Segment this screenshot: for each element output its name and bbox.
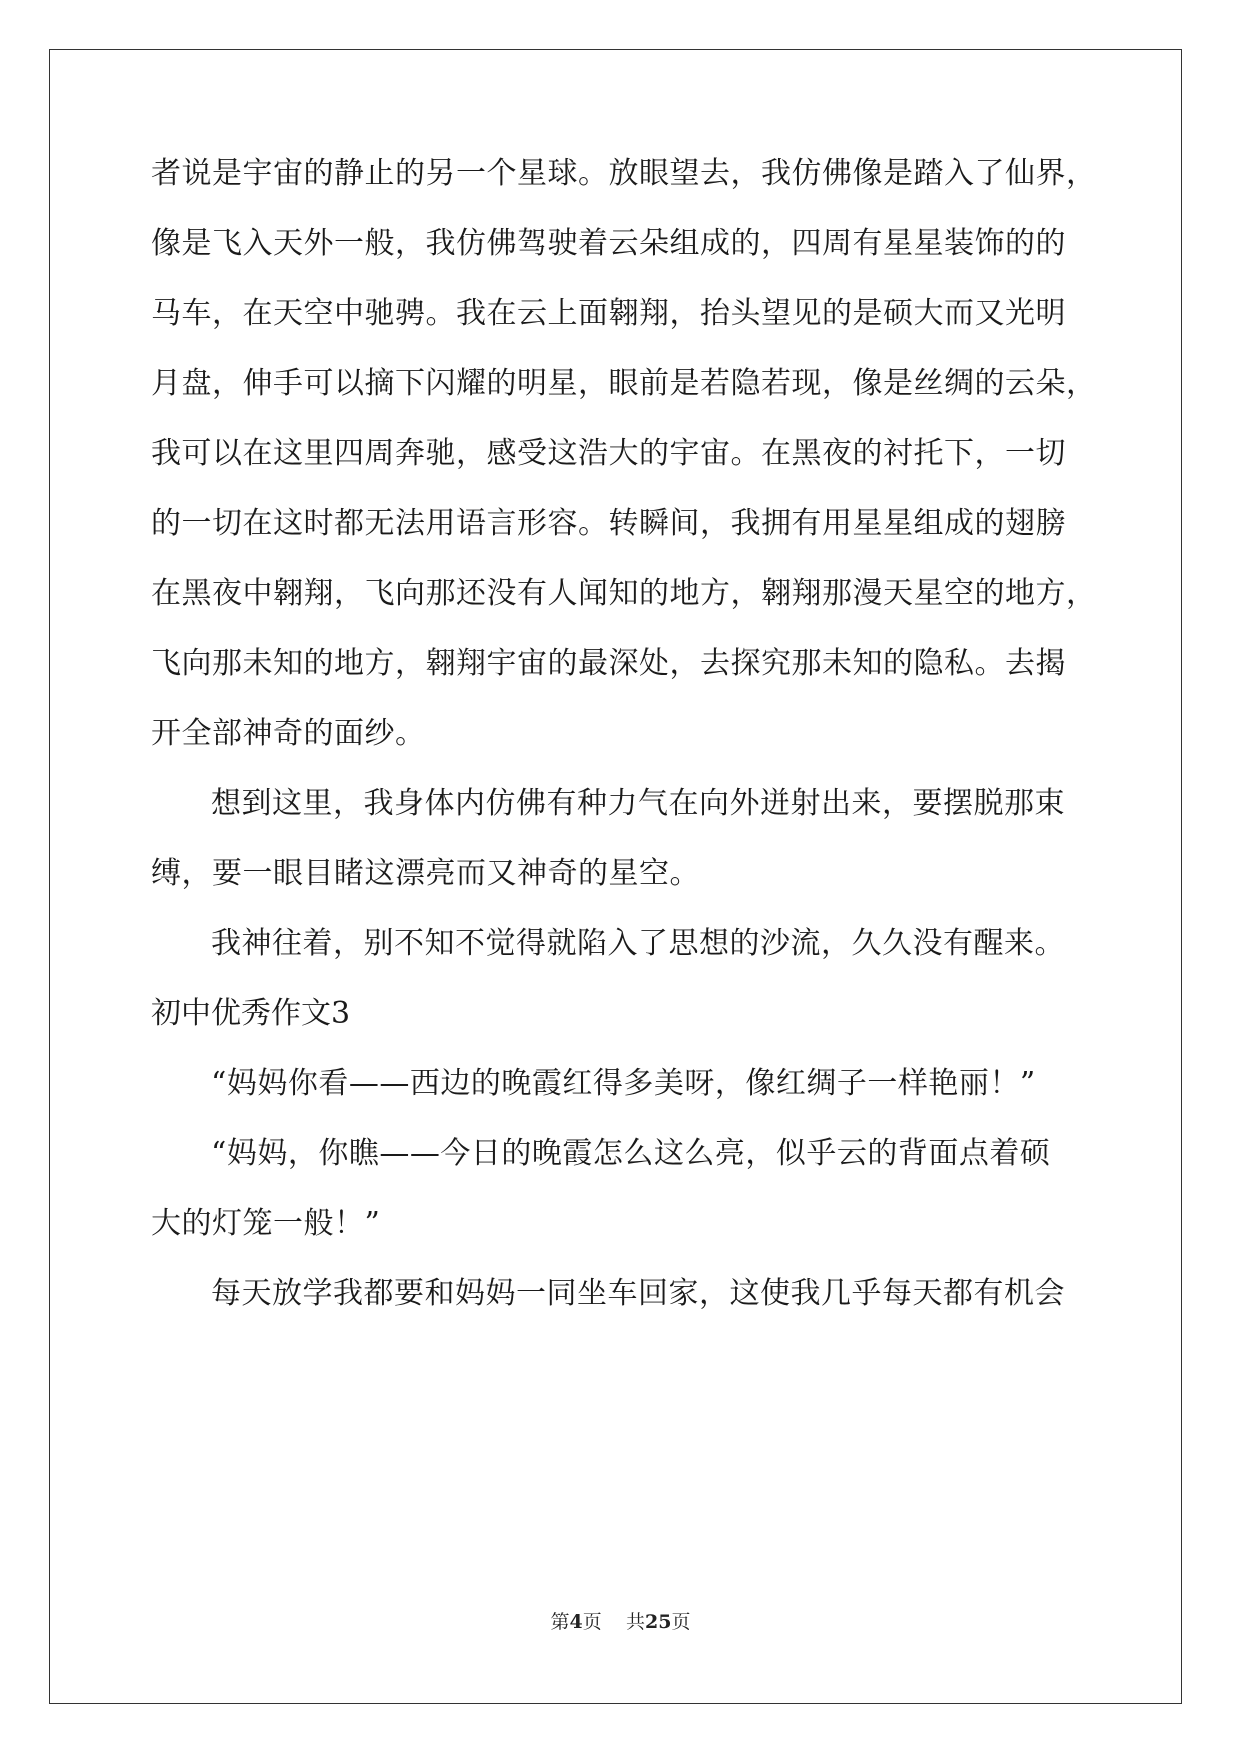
text-line: 者说是宇宙的静止的另一个星球。放眼望去，我仿佛像是踏入了仙界， — [151, 156, 1097, 191]
total-pages: 25 — [644, 1611, 672, 1633]
text-line: 缚，要一眼目睹这漂亮而又神奇的星空。 — [151, 856, 700, 891]
text-line: 在黑夜中翱翔，飞向那还没有人闻知的地方，翱翔那漫天星空的地方， — [151, 576, 1097, 611]
text-line: 的一切在这时都无法用语言形容。转瞬间，我拥有用星星组成的翅膀 — [151, 506, 1066, 541]
text-line: 月盘，伸手可以摘下闪耀的明星，眼前是若隐若现，像是丝绸的云朵， — [151, 366, 1097, 401]
page-number: 4 — [569, 1611, 583, 1633]
text-line: 每天放学我都要和妈妈一同坐车回家，这使我几乎每天都有机会 — [211, 1276, 1065, 1311]
text-line: 马车，在天空中驰骋。我在云上面翱翔，抬头望见的是硕大而又光明 — [151, 296, 1066, 331]
text-line: 想到这里，我身体内仿佛有种力气在向外迸射出来，要摆脱那束 — [211, 786, 1065, 821]
text-line: 像是飞入天外一般，我仿佛驾驶着云朵组成的，四周有星星装饰的的 — [151, 226, 1066, 261]
text-line: 我神往着，别不知不觉得就陷入了思想的沙流，久久没有醒来。 — [211, 926, 1065, 961]
section-heading: 初中优秀作文3 — [151, 996, 351, 1031]
text-line: 飞向那未知的地方，翱翔宇宙的最深处，去探究那未知的隐私。去揭 — [151, 646, 1066, 681]
page-prefix: 第 — [550, 1611, 570, 1633]
text-line: “妈妈你看——西边的晚霞红得多美呀，像红绸子一样艳丽！” — [211, 1066, 1036, 1101]
page-footer — [0, 1610, 1241, 1634]
text-line: 我可以在这里四周奔驰，感受这浩大的宇宙。在黑夜的衬托下，一切 — [151, 436, 1066, 471]
text-line: 大的灯笼一般！” — [151, 1206, 381, 1241]
total-suffix: 页 — [671, 1611, 691, 1633]
text-line: “妈妈，你瞧——今日的晚霞怎么这么亮，似乎云的背面点着硕 — [211, 1136, 1051, 1171]
text-line: 开全部神奇的面纱。 — [151, 716, 426, 751]
total-prefix: 共 — [625, 1611, 645, 1633]
page-suffix: 页 — [582, 1611, 602, 1633]
